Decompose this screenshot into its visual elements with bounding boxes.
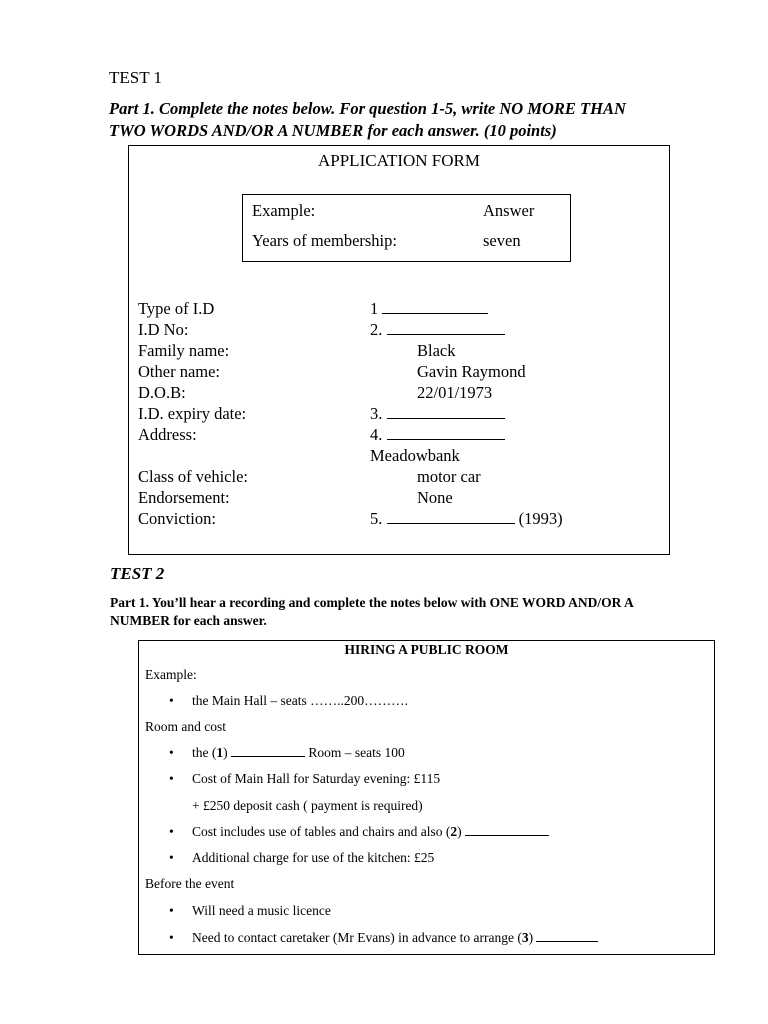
form-row-id-no (138, 320, 668, 341)
row-value: Gavin Raymond (417, 362, 526, 381)
example-bullet: the Main Hall – seats ……..200………. (192, 693, 408, 708)
form-row-other-name (138, 362, 668, 383)
section-room-cost: Room and cost (145, 719, 226, 734)
question-1: the (1) Room – seats 100 (192, 745, 405, 760)
row-value: 22/01/1973 (417, 383, 493, 402)
test1-heading: TEST 1 (109, 68, 163, 87)
kitchen-charge: Additional charge for use of the kitchen: £25 (192, 850, 435, 865)
test1-instructions-line2: TWO WORDS AND/OR A NUMBER for each answer. (10 points) (109, 121, 557, 140)
form-row-expiry (138, 404, 668, 425)
form-title: APPLICATION FORM (318, 151, 480, 170)
form-row-id-type (138, 299, 668, 320)
row-label: Conviction: (138, 509, 216, 528)
row-value: None (417, 488, 453, 507)
hiring-room-box (138, 640, 715, 955)
example-box (242, 194, 571, 262)
bullet-icon: • (169, 745, 174, 760)
answer-blank-3[interactable] (387, 404, 505, 419)
form-row-dob (138, 383, 668, 404)
question-2: Cost includes use of tables and chairs and also (2) (192, 824, 549, 840)
row-label: Other name: (138, 362, 221, 381)
answer-blank-t2-2[interactable] (465, 824, 549, 836)
row-label: I.D. expiry date: (138, 404, 247, 423)
bullet-icon: • (169, 693, 174, 708)
test2-instructions-line1: Part 1. You’ll hear a recording and complete the notes below with ONE WORD AND/OR A (110, 595, 634, 610)
row-label: Family name: (138, 341, 230, 360)
test2-instructions (110, 594, 715, 630)
row-label: Type of I.D (138, 299, 215, 318)
example-answer: seven (483, 231, 521, 250)
bullet-icon: • (169, 903, 174, 918)
row-label: I.D No: (138, 320, 189, 339)
cost-main-hall: Cost of Main Hall for Saturday evening: £115 (192, 771, 441, 786)
row-label: Endorsement: (138, 488, 230, 507)
row-number: 5. (1993) (370, 509, 563, 528)
form-row-family-name (138, 341, 668, 362)
form-row-conviction (138, 509, 668, 530)
row-label: D.O.B: (138, 383, 186, 402)
row-label: Class of vehicle: (138, 467, 248, 486)
bullet-icon: • (169, 771, 174, 786)
form-row-address-2 (138, 446, 668, 467)
answer-header: Answer (483, 201, 535, 220)
example-label: Example: (252, 201, 316, 220)
form-row-address (138, 425, 668, 446)
example-question: Years of membership: (252, 231, 397, 250)
answer-blank-4[interactable] (387, 425, 505, 440)
form-row-endorsement (138, 488, 668, 509)
test1-instructions-line1: Part 1. Complete the notes below. For question 1-5, write NO MORE THAN (109, 99, 626, 118)
example-label: Example: (145, 667, 197, 682)
answer-blank-t2-1[interactable] (231, 745, 305, 757)
row-value: motor car (417, 467, 481, 486)
row-value: Black (417, 341, 456, 360)
answer-blank-2[interactable] (387, 320, 505, 335)
section-before-event: Before the event (145, 876, 235, 891)
bullet-icon: • (169, 850, 174, 865)
row-number: 2. (370, 320, 505, 340)
bullet-icon: • (169, 824, 174, 839)
music-licence: Will need a music licence (192, 903, 331, 918)
form-row-vehicle-class (138, 467, 668, 488)
hiring-title: HIRING A PUBLIC ROOM (344, 642, 509, 657)
answer-blank-1[interactable] (382, 299, 488, 314)
bullet-icon: • (169, 930, 174, 945)
row-label: Address: (138, 425, 197, 444)
row-number: 1 (370, 299, 488, 319)
test2-heading: TEST 2 (110, 564, 165, 583)
address-line-2: Meadowbank (370, 446, 460, 465)
application-form-box (128, 145, 670, 555)
conviction-year: (1993) (518, 509, 563, 528)
row-number: 4. (370, 425, 505, 445)
deposit-note: + £250 deposit cash ( payment is required) (192, 798, 423, 813)
answer-blank-5[interactable] (387, 509, 515, 524)
row-number: 3. (370, 404, 505, 424)
question-3: Need to contact caretaker (Mr Evans) in advance to arrange (3) (192, 930, 598, 946)
test2-instructions-line2: NUMBER for each answer. (110, 613, 267, 628)
test1-instructions (109, 98, 712, 142)
answer-blank-t2-3[interactable] (536, 930, 598, 942)
